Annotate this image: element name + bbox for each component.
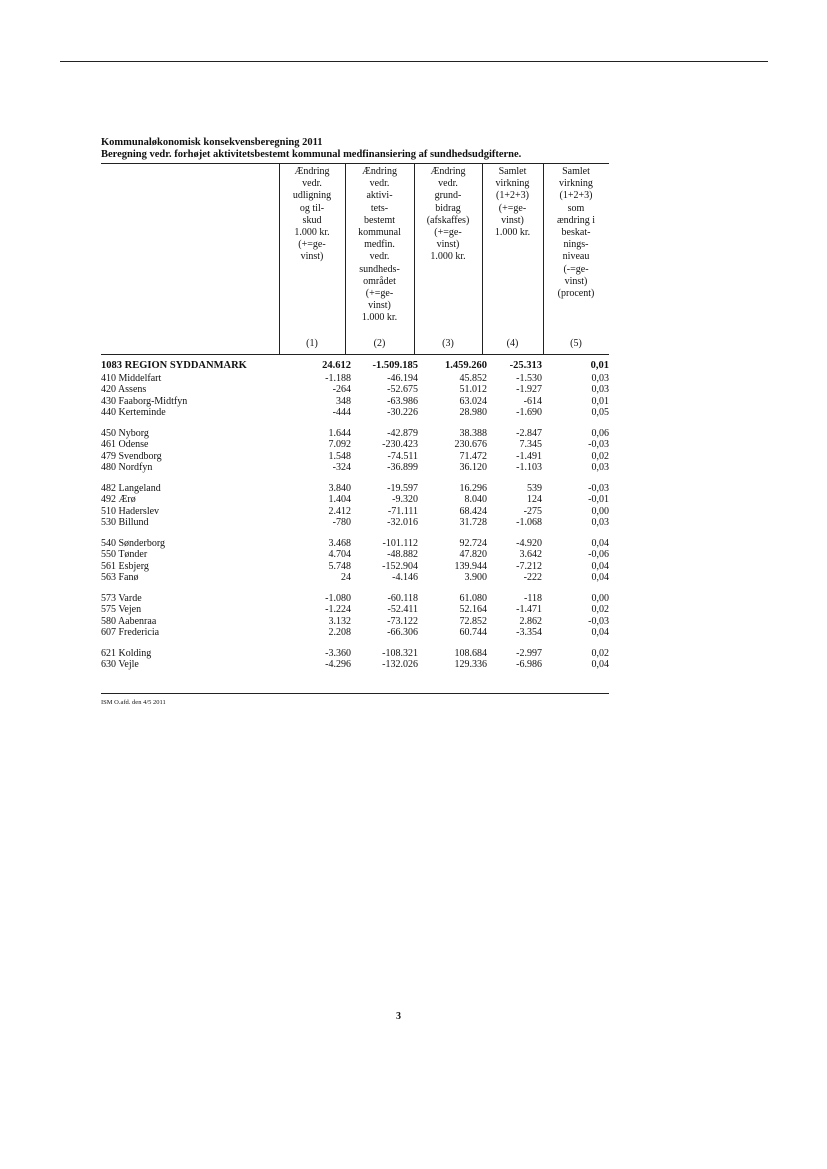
cell-col1: 1.404	[328, 494, 351, 505]
cell-col2: -74.511	[387, 450, 418, 462]
table-row	[101, 483, 609, 495]
row-name: 450 Nyborg	[101, 427, 149, 439]
source-note: ISM O.afd. den 4/5 2011	[101, 699, 166, 706]
row-name: 420 Assens	[101, 384, 147, 395]
cell-col3: 68.424	[459, 505, 487, 517]
table-row	[101, 659, 609, 671]
table-row	[101, 384, 609, 396]
cell-col4: -1.068	[516, 517, 542, 528]
cell-col3: 61.080	[459, 592, 487, 604]
cell-col4: 2.862	[519, 615, 542, 627]
cell-col5: 0,04	[591, 560, 609, 572]
column-number-1: (1)	[306, 338, 318, 349]
table-top-rule	[101, 163, 609, 164]
cell-col1: 4.704	[328, 549, 351, 560]
cell-col2: -230.423	[382, 439, 418, 450]
table-row	[101, 517, 609, 529]
cell-col5: -0,01	[588, 494, 609, 505]
row-name: 410 Middelfart	[101, 372, 162, 384]
cell-col1: 2.208	[328, 627, 351, 638]
column-header-1: Ændring vedr. udligning og til- skud 1.000 kr. (+=ge- vinst)	[292, 166, 332, 263]
cell-col2: -71.111	[387, 505, 418, 517]
cell-col4: -1.927	[516, 384, 542, 395]
cell-col3: 8.040	[464, 494, 487, 505]
table-row	[101, 593, 609, 605]
table-row	[101, 494, 609, 506]
row-name: 492 Ærø	[101, 494, 136, 505]
cell-col5: 0,04	[591, 627, 609, 638]
cell-col1: 1.644	[328, 427, 351, 439]
cell-col5: 0,04	[591, 659, 609, 670]
cell-col4: -7.212	[516, 560, 542, 572]
cell-col1: 24.612	[322, 360, 351, 371]
cell-col4: -1.471	[516, 604, 542, 615]
table-header-rule	[101, 354, 609, 355]
cell-col3: 28.980	[459, 407, 487, 418]
table-row	[101, 604, 609, 616]
cell-col2: -60.118	[387, 592, 418, 604]
table-row	[101, 407, 609, 419]
row-name: 540 Sønderborg	[101, 537, 165, 549]
cell-col3: 139.944	[454, 560, 487, 572]
cell-col1: -324	[332, 462, 351, 473]
cell-col4: -1.491	[516, 450, 542, 462]
cell-col2: -52.675	[387, 384, 418, 395]
table-row	[101, 396, 609, 408]
cell-col2: -30.226	[387, 407, 418, 418]
row-name: 482 Langeland	[101, 482, 161, 494]
cell-col5: -0,06	[588, 549, 609, 560]
table-row	[101, 451, 609, 463]
cell-col3: 60.744	[459, 627, 487, 638]
table-row	[101, 648, 609, 660]
cell-col1: -264	[332, 384, 351, 395]
row-name: 440 Kerteminde	[101, 407, 166, 418]
cell-col3: 129.336	[454, 659, 487, 670]
cell-col4: 3.642	[519, 549, 542, 560]
table-row	[101, 439, 609, 451]
cell-col4: -118	[524, 592, 542, 604]
cell-col2: -132.026	[382, 659, 418, 670]
column-number-4: (4)	[506, 338, 519, 349]
table-row	[101, 506, 609, 518]
cell-col2: -52.411	[387, 604, 418, 615]
cell-col3: 47.820	[459, 549, 487, 560]
cell-col5: 0,01	[590, 360, 609, 371]
cell-col2: -36.899	[387, 462, 418, 473]
cell-col4: -222	[523, 572, 542, 583]
cell-col4: -6.986	[516, 659, 542, 670]
cell-col4: -1.530	[516, 372, 542, 384]
cell-col1: 24	[341, 572, 351, 583]
cell-col3: 38.388	[459, 427, 487, 439]
cell-col5: 0,06	[591, 427, 609, 439]
cell-col2: -1.509.185	[372, 360, 418, 371]
table-row	[101, 538, 609, 550]
cell-col4: 124	[527, 494, 542, 505]
cell-col1: 2.412	[328, 505, 351, 517]
region-row	[101, 360, 609, 373]
cell-col5: 0,03	[591, 462, 609, 473]
table-row	[101, 572, 609, 584]
cell-col1: -4.296	[325, 659, 351, 670]
row-name: 461 Odense	[101, 439, 149, 450]
cell-col3: 45.852	[459, 372, 487, 384]
row-name: 480 Nordfyn	[101, 462, 153, 473]
cell-col1: 3.840	[328, 482, 351, 494]
row-name: 580 Aabenraa	[101, 615, 157, 627]
cell-col4: -614	[523, 395, 542, 407]
cell-col1: -3.360	[325, 647, 351, 659]
cell-col4: 539	[527, 482, 542, 494]
cell-col4: -25.313	[509, 360, 542, 371]
cell-col3: 71.472	[459, 450, 487, 462]
cell-col4: -2.847	[516, 427, 542, 439]
cell-col4: 7.345	[519, 439, 542, 450]
row-name: 550 Tønder	[101, 549, 148, 560]
cell-col3: 92.724	[459, 537, 487, 549]
cell-col2: -46.194	[387, 372, 418, 384]
cell-col2: -19.597	[387, 482, 418, 494]
cell-col1: -1.080	[325, 592, 351, 604]
cell-col5: 0,00	[591, 592, 609, 604]
cell-col2: -101.112	[382, 537, 418, 549]
cell-col5: -0,03	[588, 615, 609, 627]
cell-col2: -32.016	[387, 517, 418, 528]
cell-col2: -48.882	[387, 549, 418, 560]
row-name: 1083 REGION SYDDANMARK	[101, 360, 247, 371]
cell-col3: 52.164	[459, 604, 487, 615]
cell-col4: -2.997	[516, 647, 542, 659]
cell-col5: 0,02	[591, 647, 609, 659]
cell-col5: 0,01	[591, 395, 609, 407]
table-row	[101, 627, 609, 639]
cell-col5: 0,03	[591, 372, 609, 384]
table-row	[101, 462, 609, 474]
cell-col3: 108.684	[454, 647, 487, 659]
table-row	[101, 428, 609, 440]
cell-col5: 0,03	[591, 384, 609, 395]
cell-col5: 0,04	[591, 572, 609, 583]
column-number-5: (5)	[570, 338, 582, 349]
document-subtitle: Beregning vedr. forhøjet aktivitetsbestemt kommunal medfinansiering af sundhedsudgifterne.	[101, 149, 522, 160]
cell-col2: -152.904	[382, 560, 418, 572]
row-name: 573 Varde	[101, 592, 142, 604]
row-name: 621 Kolding	[101, 647, 152, 659]
cell-col5: -0,03	[588, 439, 609, 450]
cell-col3: 16.296	[459, 482, 487, 494]
column-number-3: (3)	[442, 338, 454, 349]
cell-col5: 0,05	[591, 407, 609, 418]
column-header-5: Samlet virkning (1+2+3) som ændring i beskat- nings- niveau (-=ge- vinst) (procent)	[556, 166, 596, 300]
cell-col1: 348	[336, 395, 351, 407]
column-header-3: Ændring vedr. grund- bidrag (afskaffes) (+=ge- vinst) 1.000 kr.	[426, 166, 470, 263]
table-row	[101, 616, 609, 628]
cell-col2: -42.879	[387, 427, 418, 439]
column-header-4: Samlet virkning (1+2+3) (+=ge- vinst) 1.000 kr.	[494, 166, 531, 239]
cell-col5: 0,04	[591, 537, 609, 549]
cell-col2: -63.986	[387, 395, 418, 407]
cell-col3: 230.676	[454, 439, 487, 450]
cell-col1: 3.468	[328, 537, 351, 549]
row-name: 510 Haderslev	[101, 505, 160, 517]
cell-col3: 3.900	[464, 572, 487, 583]
cell-col1: 7.092	[328, 439, 351, 450]
cell-col4: -1.103	[516, 462, 542, 473]
cell-col1: 1.548	[328, 450, 351, 462]
cell-col5: 0,02	[591, 604, 609, 615]
cell-col1: -444	[332, 407, 351, 418]
cell-col4: -3.354	[516, 627, 542, 638]
cell-col3: 63.024	[459, 395, 487, 407]
row-name: 607 Fredericia	[101, 627, 160, 638]
row-name: 530 Billund	[101, 517, 149, 528]
cell-col3: 36.120	[459, 462, 487, 473]
cell-col1: -780	[332, 517, 351, 528]
cell-col3: 31.728	[459, 517, 487, 528]
cell-col2: -9.320	[392, 494, 418, 505]
cell-col1: -1.188	[325, 372, 351, 384]
cell-col4: -1.690	[516, 407, 542, 418]
page-number: 3	[396, 1011, 401, 1022]
cell-col1: -1.224	[325, 604, 351, 615]
cell-col2: -4.146	[392, 572, 418, 583]
column-number-2: (2)	[373, 338, 386, 349]
row-name: 575 Vejen	[101, 604, 142, 615]
row-name: 563 Fanø	[101, 572, 139, 583]
cell-col2: -66.306	[387, 627, 418, 638]
row-name: 561 Esbjerg	[101, 560, 149, 572]
table-body	[101, 360, 609, 671]
table-bottom-rule	[101, 693, 609, 694]
table-row	[101, 549, 609, 561]
document-title: Kommunaløkonomisk konsekvensberegning 2011	[101, 137, 323, 148]
cell-col3: 72.852	[459, 615, 487, 627]
table-row	[101, 373, 609, 385]
cell-col4: -4.920	[516, 537, 542, 549]
cell-col5: 0,00	[591, 505, 609, 517]
page-header-rule	[60, 61, 768, 62]
cell-col5: 0,03	[591, 517, 609, 528]
cell-col2: -73.122	[387, 615, 418, 627]
cell-col5: -0,03	[588, 482, 609, 494]
cell-col2: -108.321	[382, 647, 418, 659]
cell-col1: 5.748	[328, 560, 351, 572]
cell-col4: -275	[523, 505, 542, 517]
row-name: 479 Svendborg	[101, 450, 162, 462]
column-header-2: Ændring vedr. aktivi- tets- bestemt kommunal medfin. vedr. sundheds- området (+=ge- vinst) 1.000 kr.	[358, 166, 401, 324]
row-name: 630 Vejle	[101, 659, 139, 670]
row-name: 430 Faaborg-Midtfyn	[101, 395, 188, 407]
cell-col3: 1.459.260	[445, 360, 487, 371]
cell-col3: 51.012	[459, 384, 487, 395]
table-row	[101, 561, 609, 573]
cell-col5: 0,02	[591, 450, 609, 462]
cell-col1: 3.132	[328, 615, 351, 627]
